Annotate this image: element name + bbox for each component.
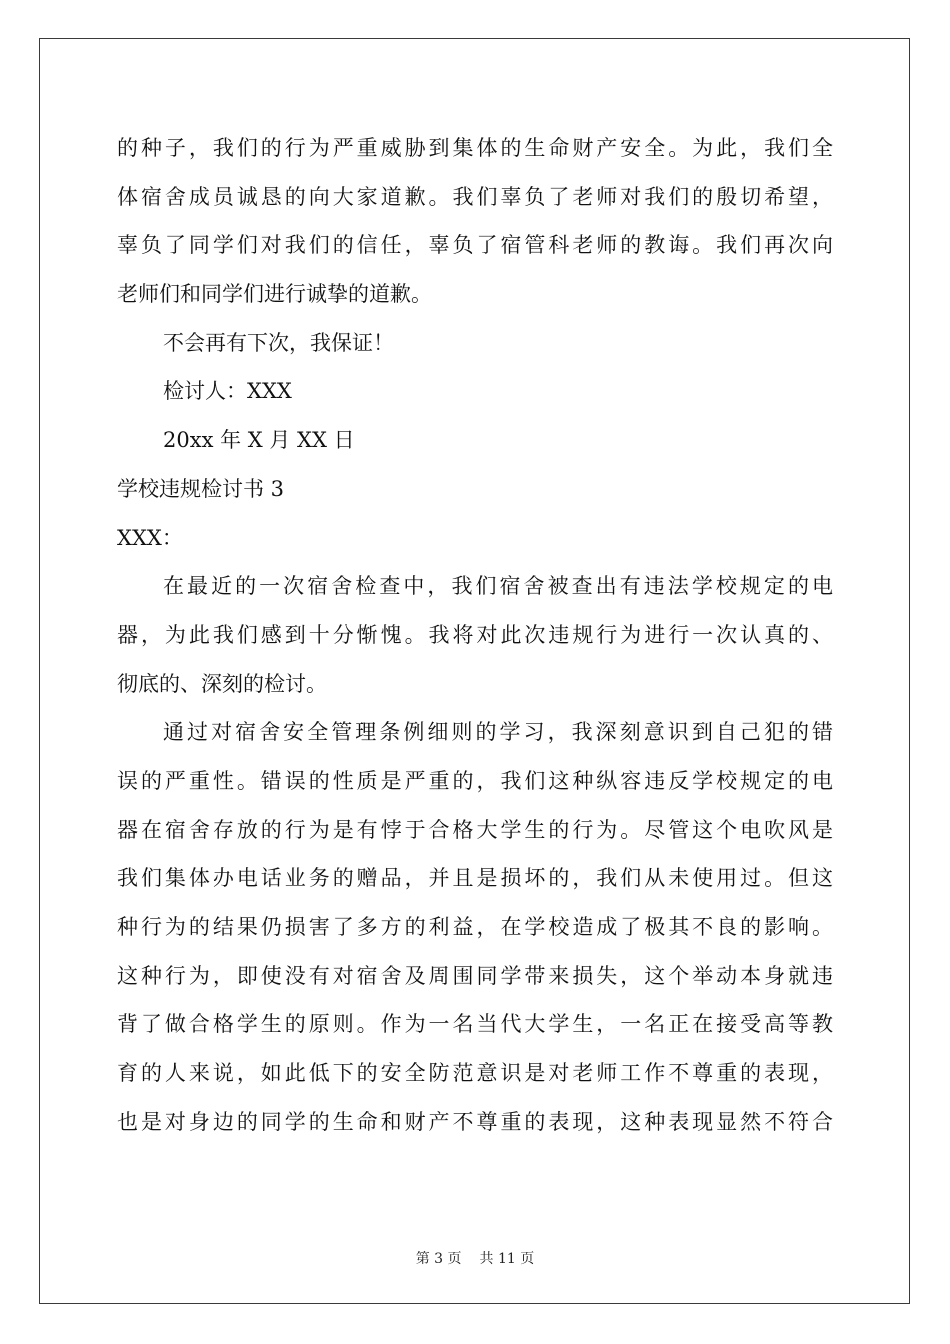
text-line: 背了做合格学生的原则。作为一名当代大学生，一名正在接受高等教 — [117, 1012, 833, 1037]
text-line: 不会再有下次，我保证！ — [163, 330, 394, 355]
page-footer — [0, 1248, 950, 1268]
text-line: 辜负了同学们对我们的信任，辜负了宿管科老师的教诲。我们再次向 — [117, 233, 833, 258]
text-line: 种行为的结果仍损害了多方的利益，在学校造成了极其不良的影响。 — [117, 915, 833, 939]
page-number: 第 3 页 — [415, 1251, 462, 1267]
text-line: 的种子，我们的行为严重威胁到集体的生命财产安全。为此，我们全 — [117, 136, 833, 160]
text-line: 也是对身边的同学的生命和财产不尊重的表现，这种表现显然不符合 — [117, 1109, 833, 1134]
text-line: 误的严重性。错误的性质是严重的，我们这种纵容违反学校规定的电 — [117, 768, 833, 793]
section-title: 学校违规检讨书 3 — [117, 476, 285, 501]
text-line: 彻底的、深刻的检讨。 — [117, 671, 327, 696]
text-line: 通过对宿舍安全管理条例细则的学习，我深刻意识到自己犯的错 — [163, 720, 833, 745]
salutation: XXX： — [117, 525, 183, 550]
text-line: 这种行为，即使没有对宿舍及周围同学带来损失，这个举动本身就违 — [117, 963, 833, 988]
text-line: 我们集体办电话业务的赠品，并且是损坏的，我们从未使用过。但这 — [117, 866, 833, 891]
date-line: 20xx 年 X 月 XX 日 — [163, 428, 355, 453]
text-line: 在最近的一次宿舍检查中，我们宿舍被查出有违法学校规定的电 — [163, 574, 833, 599]
signer-line: 检讨人：XXX — [163, 379, 292, 404]
text-line: 老师们和同学们进行诚挚的道歉。 — [117, 282, 432, 307]
text-line: 器在宿舍存放的行为是有悖于合格大学生的行为。尽管这个电吹风是 — [117, 817, 833, 842]
document-body — [117, 124, 833, 1146]
page-total: 共 11 页 — [479, 1251, 535, 1267]
text-line: 育的人来说，如此低下的安全防范意识是对老师工作不尊重的表现， — [117, 1061, 833, 1086]
text-line: 器，为此我们感到十分惭愧。我将对此次违规行为进行一次认真的、 — [117, 622, 833, 647]
text-line: 体宿舍成员诚恳的向大家道歉。我们辜负了老师对我们的殷切希望， — [117, 184, 833, 209]
